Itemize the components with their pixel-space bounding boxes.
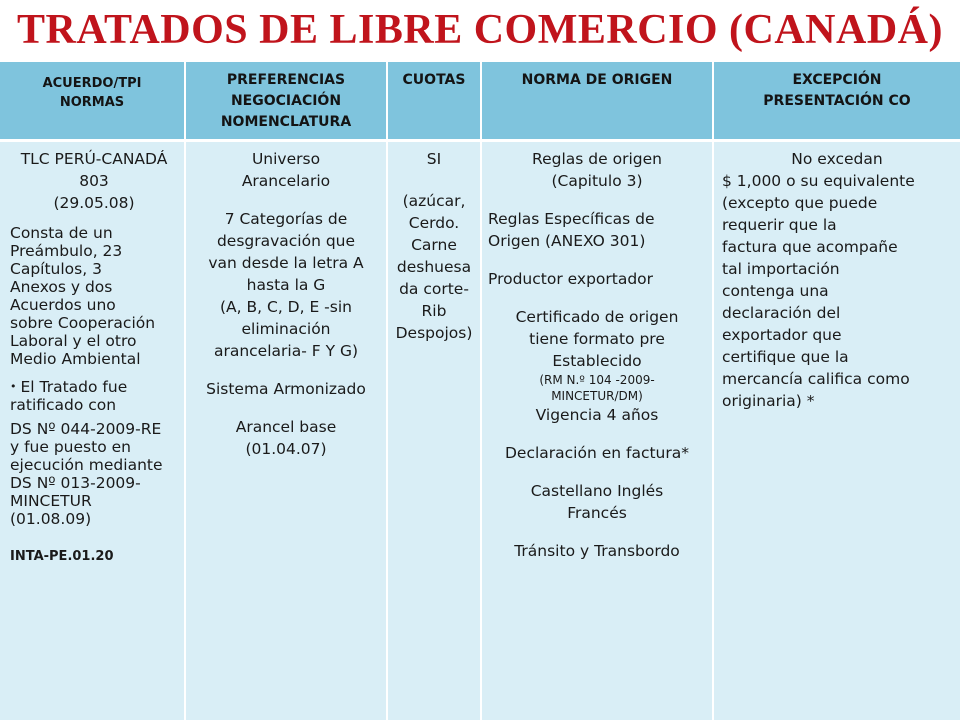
tariff-universe: Universo Arancelario: [241, 150, 331, 190]
origin-certificate: Certificado de origen tiene formato pre Establecido: [515, 308, 679, 370]
base-tariff: Arancel base (01.04.07): [235, 418, 337, 458]
ratification-note: • El Tratado fue ratificado con: [10, 378, 178, 414]
exception-cell: [714, 142, 960, 720]
specific-rules: Reglas Específicas de Origen (ANEXO 301): [488, 210, 655, 250]
trade-agreements-table: [0, 62, 960, 720]
certificate-validity: Vigencia 4 años: [535, 406, 659, 424]
header-preferences: PREFERENCIAS NEGOCIACIÓN NOMENCLATURA: [186, 62, 388, 142]
exception-details: $ 1,000 o su equivalente (excepto que puede requerir que la factura que acompañe tal importación contenga una declaración del exportador que certifique que la mercancía califica como originaria) *: [722, 172, 915, 410]
agreement-name: TLC PERÚ-CANADÁ: [20, 150, 168, 168]
header-quotas: CUOTAS: [388, 62, 482, 142]
agreement-number: 803: [79, 172, 109, 190]
quota-yes: SI: [426, 150, 442, 168]
preferences-cell: [186, 142, 388, 720]
table-row: [0, 142, 960, 720]
invoice-declaration: Declaración en factura*: [504, 444, 690, 462]
ministerial-resolution: (RM N.º 104 -2009- MINCETUR/DM): [539, 373, 655, 403]
agreement-description: Consta de un Preámbulo, 23 Capítulos, 3 Anexos y dos Acuerdos uno sobre Cooperación Laboral y el otro Medio Ambiental: [10, 224, 156, 368]
agreement-date: (29.05.08): [53, 194, 135, 212]
accepted-languages: Castellano Inglés Francés: [530, 482, 664, 522]
quotas-cell: [388, 142, 482, 720]
origin-rule-cell: [482, 142, 714, 720]
tariff-categories: 7 Categorías de desgravación que van desde la letra A hasta la G (A, B, C, D, E -sin eliminación arancelaria- F Y G): [208, 210, 364, 360]
header-agreement: ACUERDO/TPI NORMAS: [0, 62, 186, 142]
decree-note: DS Nº 044-2009-RE y fue puesto en ejecución mediante DS Nº 013-2009- MINCETUR (01.08.09): [10, 420, 163, 528]
agreement-cell: [0, 142, 186, 720]
origin-rules: Reglas de origen (Capitulo 3): [532, 150, 662, 190]
slide-title: TRATADOS DE LIBRE COMERCIO (CANADÁ): [17, 7, 943, 53]
exception-threshold: No excedan: [791, 150, 883, 168]
header-origin-rule: NORMA DE ORIGEN: [482, 62, 714, 142]
transit-transshipment: Tránsito y Transbordo: [514, 542, 680, 560]
harmonized-system: Sistema Armonizado: [206, 380, 366, 398]
quota-products: (azúcar, Cerdo. Carne deshuesa da corte- Rib Despojos): [395, 192, 473, 342]
document-code: INTA-PE.01.20: [10, 549, 114, 564]
header-row: [0, 62, 960, 142]
producer-exporter: Productor exportador: [488, 270, 654, 288]
header-exception: EXCEPCIÓN PRESENTACIÓN CO: [714, 62, 960, 142]
